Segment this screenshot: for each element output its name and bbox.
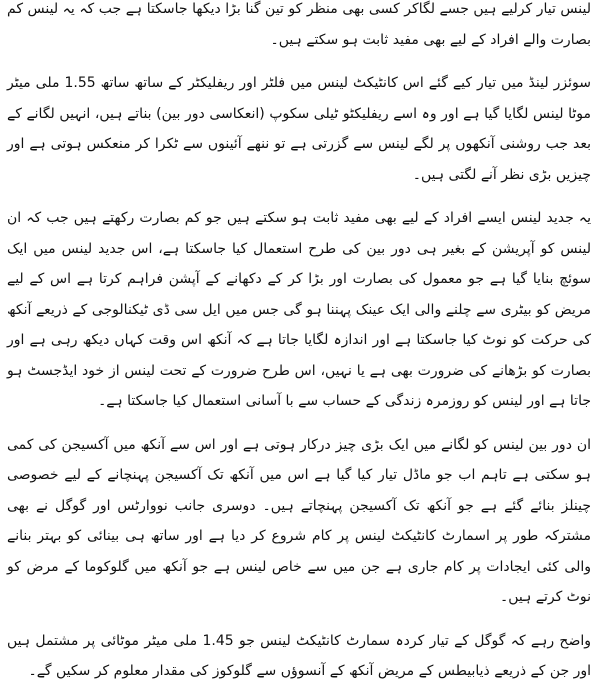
article-paragraph-1: لینس تیار کرلیے ہیں جسے لگاکر کسی بھی منظر کو تین گنا بڑا دیکھا جاسکتا ہے جب کہ یہ لینس کم بصارت والے افراد کے لیے بھی مفید ثابت ہو سکتے ہیں۔ (7, 1, 591, 48)
article-paragraph-2: سوئزر لینڈ میں تیار کیے گئے اس کانٹیکٹ لینس میں فلٹر اور ریفلیکٹر کے ساتھ ساتھ 1.55 ملی میٹر موٹا لینس لگایا گیا ہے اور وہ اسے ریفلیکٹو ٹیلی سکوپ (انعکاسی دور بین) بناتے ہیں، انہیں لگانے کے بعد جب روشنی آنکھوں پر لگے لینس سے گزرتی ہے تو ننھے آئینوں سے ٹکرا کر منعکس ہوتی ہے اور چیزیں بڑی نظر آنے لگتی ہیں۔ (7, 75, 591, 183)
article-paragraph-5: واضح رہے کہ گوگل کے تیار کردہ سمارٹ کانٹیکٹ لینس جو 1.45 ملی میٹر موٹائی پر مشتمل ہیں اور جن کے ذریعے ذیابیطس کے مریض آنکھ کے آنسوؤں سے گلوکوز کی مقدار معلوم کر سکیں گے۔ (7, 632, 591, 679)
article-paragraph-4: ان دور بین لینس کو لگانے میں ایک بڑی چیز درکار ہوتی ہے اور اس سے آنکھ میں آکسیجن کی کمی ہو سکتی ہے تاہم اب جو ماڈل تیار کیا گیا ہے اس میں آنکھ تک آکسیجن پہنچانے کے لیے خصوصی چینلز بنائے گئے ہے جو آنکھ تک آکسیجن پہنچاتے ہیں۔ دوسری جانب نووارٹس اور گوگل نے بھی مشترکہ طور پر اسمارٹ کانٹیکٹ لینس پر کام شروع کر دیا ہے اور ساتھ ہی بینائی کو بہتر بنانے والی کئی ایجادات پر کام جاری ہے جن میں سے خاص لینس ہے جو آنکھ میں گلوکوما کے مرض کو نوٹ کرتے ہیں۔ (7, 436, 591, 605)
article-paragraph-3: یہ جدید لینس ایسے افراد کے لیے بھی مفید ثابت ہو سکتے ہیں جو کم بصارت رکھتے ہیں جب کہ ان لینس کو آپریشن کے بغیر ہی دور بین کی طرح استعمال کیا جاسکتا ہے، اس جدید لینس میں ایک سوئچ بنایا گیا ہے جو معمول کی بصارت اور بڑا کر کے دکھانے کے آپشن فراہم کرتا ہے اس کے لیے مریض کو بیٹری سے چلنے والی ایک عینک پہننا ہو گی جس میں ایل سی ڈی ٹیکنالوجی کے ذریعے آنکھ کی حرکت کو نوٹ کیا جاسکتا ہے اور اندازہ لگایا جاتا ہے کہ آنکھ اس وقت کہاں دیکھ رہی ہے اور بصارت کو بڑھانے کی ضرورت بھی ہے یا نہیں، اس طرح ضرورت کے تحت لینس از خود ایڈجسٹ ہو جاتا ہے اور لینس کو روزمرہ زندگی کے حساب سے با آسانی استعمال کیا جاسکتا ہے۔ (7, 210, 591, 409)
